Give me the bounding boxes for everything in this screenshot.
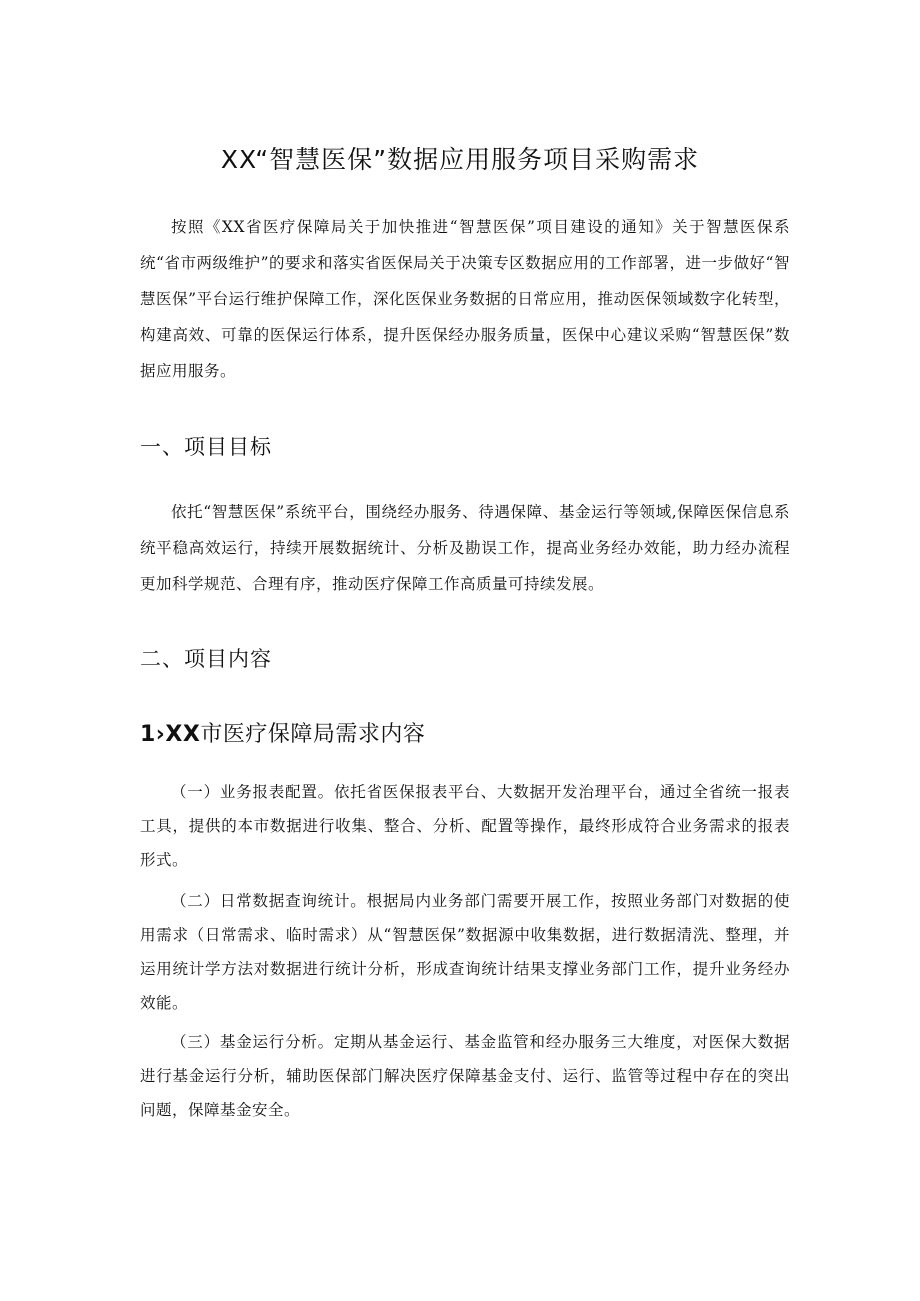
content-item-report-config: （一）业务报表配置。依托省医保报表平台、大数据开发治理平台，通过全省统一报表工具，提供的本市数据进行收集、整合、分析、配置等操作，最终形成符合业务需求的报表形式。: [140, 783, 790, 869]
subsection-heading-city-bureau: [140, 717, 425, 748]
content-item-fund-analysis: （三）基金运行分析。定期从基金运行、基金监管和经办服务三大维度，对医保大数据进行基金运行分析，辅助医保部门解决医疗保障基金支付、运行、监管等过程中存在的突出问题，保障基金安全。: [140, 1033, 790, 1119]
content-item-data-query: （二）日常数据查询统计。根据局内业务部门需要开展工作，按照业务部门对数据的使用需求（日常需求、临时需求）从“智慧医保”数据源中收集数据，进行数据清洗、整理，并运用统计学方法对数据进行统计分析，形成查询统计结果支撑业务部门工作，提升业务经办效能。: [140, 892, 790, 1012]
intro-paragraph: 按照《XX省医疗保障局关于加快推进“智慧医保”项目建设的通知》关于智慧医保系统“省市两级维护”的要求和落实省医保局关于决策专区数据应用的工作部署，进一步做好“智慧医保”平台运行维护保障工作，深化医保业务数据的日常应用，推动医保领域数字化转型，构建高效、可靠的医保运行体系，提升医保经办服务质量，医保中心建议采购“智慧医保”数据应用服务。: [140, 218, 790, 380]
document-title: XX“智慧医保”数据应用服务项目采购需求: [220, 145, 700, 174]
section-heading-project-goal: 一、项目目标: [140, 435, 272, 459]
section-heading-project-content: 二、项目内容: [140, 647, 272, 671]
subsection-heading-text: 市医疗保障局需求内容: [200, 722, 426, 747]
subsection-number: 1›XX: [140, 722, 201, 747]
project-goal-paragraph: 依托“智慧医保”系统平台，围绕经办服务、待遇保障、基金运行等领域,保障医保信息系统平稳高效运行，持续开展数据统计、分析及勘误工作，提高业务经办效能，助力经办流程更加科学规范、合理有序，推动医疗保障工作高质量可持续发展。: [140, 503, 790, 593]
